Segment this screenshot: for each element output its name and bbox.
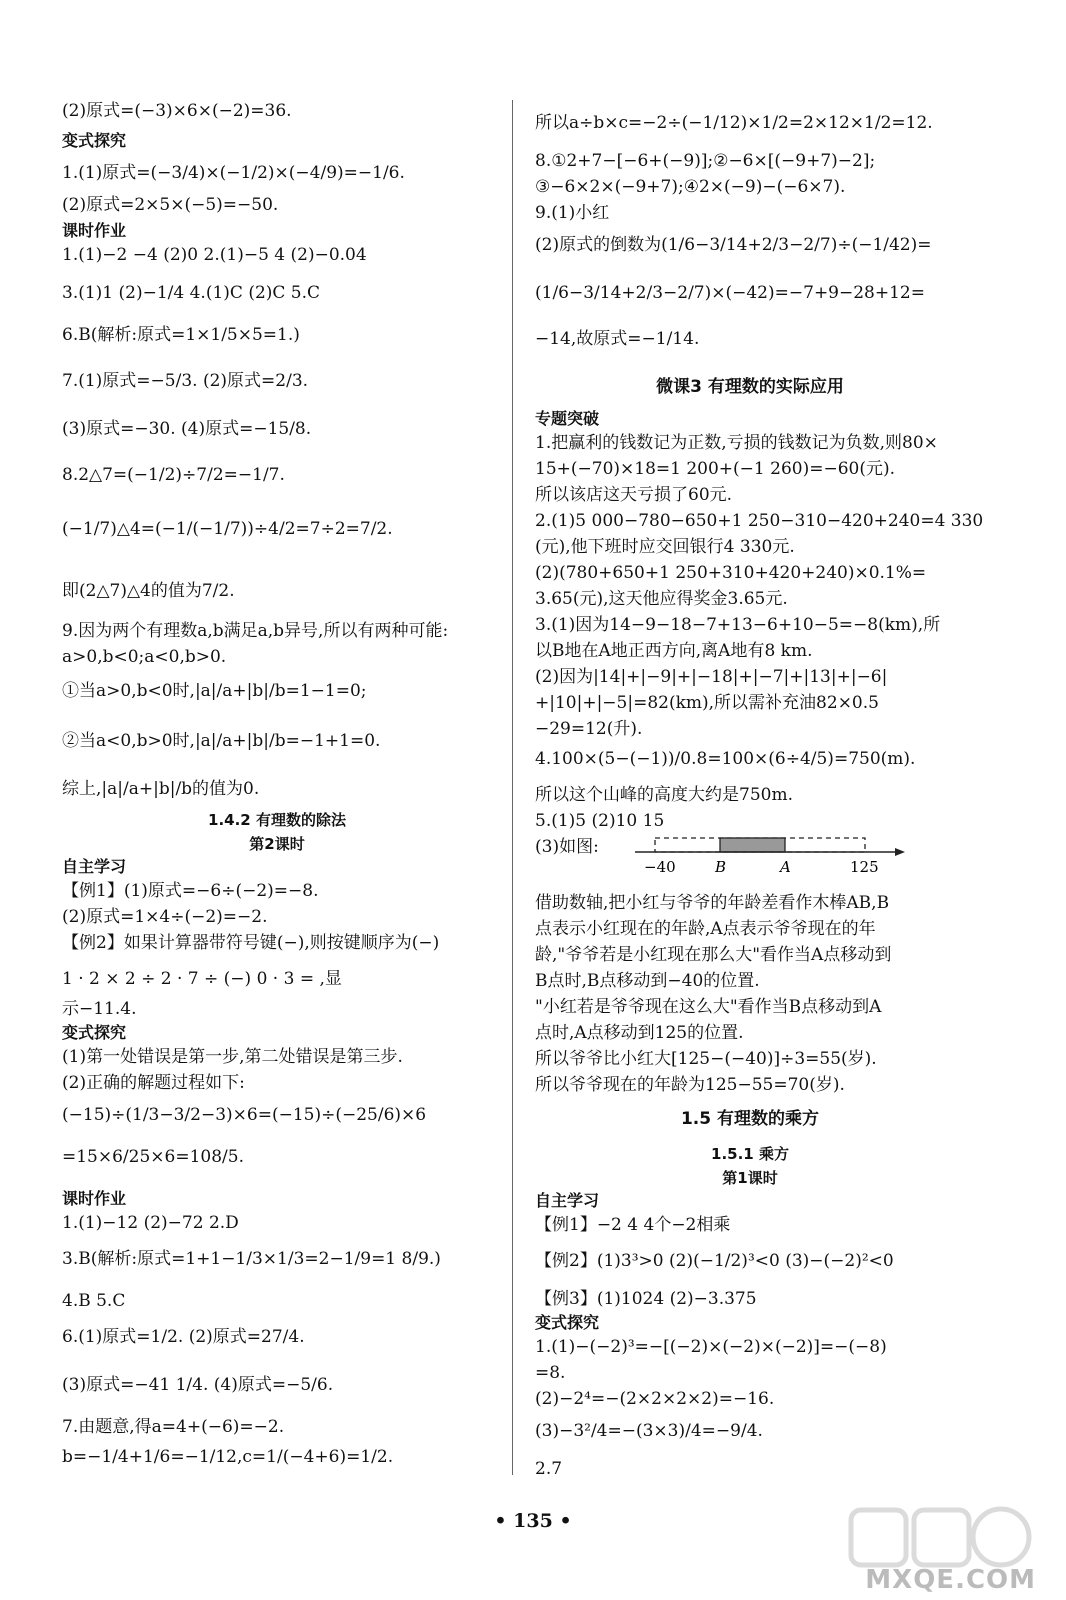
left-line-28: (2)正确的解题过程如下:	[62, 1073, 245, 1093]
right-line-34: 1.5.1 乘方	[711, 1145, 789, 1163]
left-line-23: 【例2】如果计算器带符号键(−),则按键顺序为(−)	[62, 933, 440, 953]
right-line-7: 微课3 有理数的实际应用	[656, 377, 844, 397]
left-line-18: 1.4.2 有理数的除法	[208, 811, 346, 829]
right-line-26: 点表示小红现在的年龄,A点表示爷爷现在的年	[535, 919, 876, 939]
right-line-10: 15+(−70)×18=1 200+(−1 260)=−60(元).	[535, 459, 896, 479]
right-line-37: 【例1】−2 4 4个−2相乘	[535, 1215, 731, 1235]
left-line-12: 即(2△7)△4的值为7/2.	[62, 581, 235, 601]
left-line-21: 【例1】(1)原式=−6÷(−2)=−8.	[62, 881, 319, 901]
right-line-14: (2)(780+650+1 250+310+420+240)×0.1%=	[535, 563, 927, 583]
right-line-12: 2.(1)5 000−780−650+1 250−310−420+240=4 330	[535, 511, 984, 531]
right-line-32: 所以爷爷现在的年龄为125−55=70(岁).	[535, 1075, 845, 1095]
right-line-6: −14,故原式=−1/14.	[535, 329, 700, 349]
right-line-29: "小红若是爷爷现在这么大"看作当B点移动到A	[535, 997, 882, 1017]
left-line-26: 变式探究	[62, 1023, 127, 1042]
right-line-44: (3)−3²/4=−(3×3)/4=−9/4.	[535, 1421, 763, 1441]
right-line-30: 点时,A点移动到125的位置.	[535, 1023, 744, 1043]
right-line-39: 【例3】(1)1024 (2)−3.375	[535, 1289, 757, 1309]
tick-label-125: 125	[850, 858, 879, 876]
left-line-29: (−15)÷(1/3−3/2−3)×6=(−15)÷(−25/6)×6	[62, 1105, 427, 1125]
left-line-1: 变式探究	[62, 131, 127, 150]
left-line-30: =15×6/25×6=108/5.	[62, 1147, 244, 1167]
right-line-31: 所以爷爷比小红大[125−(−40)]÷3=55(岁).	[535, 1049, 877, 1069]
right-line-18: (2)因为|14|+|−9|+|−18|+|−7|+|13|+|−6|	[535, 667, 888, 687]
left-line-25: 示−11.4.	[62, 999, 137, 1019]
tick-label-a: A	[780, 858, 791, 876]
right-line-8: 专题突破	[535, 409, 600, 428]
left-line-5: 1.(1)−2 −4 (2)0 2.(1)−5 4 (2)−0.04	[62, 245, 367, 265]
left-line-24: 1 · 2 × 2 ÷ 2 · 7 ÷ (−) 0 · 3 = ,显	[62, 969, 342, 989]
right-line-43: (2)−2⁴=−(2×2×2×2)=−16.	[535, 1389, 775, 1409]
left-line-9: (3)原式=−30. (4)原式=−15/8.	[62, 419, 312, 439]
left-line-6: 3.(1)1 (2)−1/4 4.(1)C (2)C 5.C	[62, 283, 321, 303]
right-line-11: 所以该店这天亏损了60元.	[535, 485, 733, 505]
axis-arrow	[895, 848, 905, 856]
left-line-8: 7.(1)原式=−5/3. (2)原式=2/3.	[62, 371, 309, 391]
page-number: • 135 •	[494, 1510, 572, 1532]
right-line-13: (元),他下班时应交回银行4 330元.	[535, 537, 795, 557]
right-line-23: 5.(1)5 (2)10 15	[535, 811, 665, 831]
number-line-figure	[620, 830, 910, 880]
left-line-3: (2)原式=2×5×(−5)=−50.	[62, 195, 279, 215]
tick-label-neg40: −40	[644, 858, 676, 876]
left-line-35: 6.(1)原式=1/2. (2)原式=27/4.	[62, 1327, 305, 1347]
segment-ab-bar	[720, 838, 785, 852]
left-line-27: (1)第一处错误是第一步,第二处错误是第三步.	[62, 1047, 403, 1067]
right-line-24: (3)如图:	[535, 837, 599, 857]
tick-label-b: B	[715, 858, 727, 876]
right-line-25: 借助数轴,把小红与爷爷的年龄差看作木棒AB,B	[535, 893, 890, 913]
right-line-40: 变式探究	[535, 1313, 600, 1332]
right-line-36: 自主学习	[535, 1191, 600, 1210]
left-line-0: (2)原式=(−3)×6×(−2)=36.	[62, 101, 292, 121]
left-line-15: ①当a>0,b<0时,|a|/a+|b|/b=1−1=0;	[62, 681, 367, 701]
column-divider	[512, 100, 513, 1475]
left-line-37: 7.由题意,得a=4+(−6)=−2.	[62, 1417, 285, 1437]
right-line-9: 1.把赢利的钱数记为正数,亏损的钱数记为负数,则80×	[535, 433, 938, 453]
right-line-3: 9.(1)小红	[535, 203, 610, 223]
right-line-19: +|10|+|−5|=82(km),所以需补充油82×0.5	[535, 693, 879, 713]
right-line-20: −29=12(升).	[535, 719, 643, 739]
left-line-10: 8.2△7=(−1/2)÷7/2=−1/7.	[62, 465, 285, 485]
right-line-0: 所以a÷b×c=−2÷(−1/12)×1/2=2×12×1/2=12.	[535, 113, 933, 133]
left-line-38: b=−1/4+1/6=−1/12,c=1/(−4+6)=1/2.	[62, 1447, 394, 1467]
left-line-17: 综上,|a|/a+|b|/b的值为0.	[62, 779, 260, 799]
right-line-41: 1.(1)−(−2)³=−[(−2)×(−2)×(−2)]=−(−8)	[535, 1337, 887, 1357]
right-line-21: 4.100×(5−(−1))/0.8=100×(6÷4/5)=750(m).	[535, 749, 916, 769]
right-line-22: 所以这个山峰的高度大约是750m.	[535, 785, 793, 805]
left-line-31: 课时作业	[62, 1189, 127, 1208]
left-line-36: (3)原式=−41 1/4. (4)原式=−5/6.	[62, 1375, 334, 1395]
right-line-15: 3.65(元),这天他应得奖金3.65元.	[535, 589, 788, 609]
right-line-2: ③−6×2×(−9+7);④2×(−9)−(−6×7).	[535, 177, 846, 197]
left-line-16: ②当a<0,b>0时,|a|/a+|b|/b=−1+1=0.	[62, 731, 381, 751]
watermark-text: MXQE.COM	[865, 1565, 1036, 1595]
left-line-20: 自主学习	[62, 857, 127, 876]
left-line-14: a>0,b<0;a<0,b>0.	[62, 647, 227, 667]
left-line-4: 课时作业	[62, 221, 127, 240]
right-line-42: =8.	[535, 1363, 566, 1383]
right-line-27: 龄,"爷爷若是小红现在那么大"看作当A点移动到	[535, 945, 892, 965]
right-line-16: 3.(1)因为14−9−18−7+13−6+10−5=−8(km),所	[535, 615, 941, 635]
left-line-34: 4.B 5.C	[62, 1291, 126, 1311]
right-line-35: 第1课时	[722, 1169, 778, 1187]
left-line-32: 1.(1)−12 (2)−72 2.D	[62, 1213, 239, 1233]
left-line-19: 第2课时	[249, 835, 305, 853]
left-line-13: 9.因为两个有理数a,b满足a,b异号,所以有两种可能:	[62, 621, 449, 641]
left-line-2: 1.(1)原式=(−3/4)×(−1/2)×(−4/9)=−1/6.	[62, 163, 405, 183]
right-line-28: B点时,B点移动到−40的位置.	[535, 971, 760, 991]
left-line-7: 6.B(解析:原式=1×1/5×5=1.)	[62, 325, 300, 345]
right-line-1: 8.①2+7−[−6+(−9)];②−6×[(−9+7)−2];	[535, 151, 876, 171]
right-line-33: 1.5 有理数的乘方	[680, 1109, 820, 1129]
right-line-17: 以B地在A地正西方向,离A地有8 km.	[535, 641, 813, 661]
left-line-33: 3.B(解析:原式=1+1−1/3×1/3=2−1/9=1 8/9.)	[62, 1249, 441, 1269]
left-line-22: (2)原式=1×4÷(−2)=−2.	[62, 907, 268, 927]
left-line-11: (−1/7)△4=(−1/(−1/7))÷4/2=7÷2=7/2.	[62, 519, 393, 539]
right-line-38: 【例2】(1)3³>0 (2)(−1/2)³<0 (3)−(−2)²<0	[535, 1251, 894, 1271]
right-line-4: (2)原式的倒数为(1/6−3/14+2/3−2/7)÷(−1/42)=	[535, 235, 932, 255]
right-line-45: 2.7	[535, 1459, 563, 1479]
right-line-5: (1/6−3/14+2/3−2/7)×(−42)=−7+9−28+12=	[535, 283, 925, 303]
